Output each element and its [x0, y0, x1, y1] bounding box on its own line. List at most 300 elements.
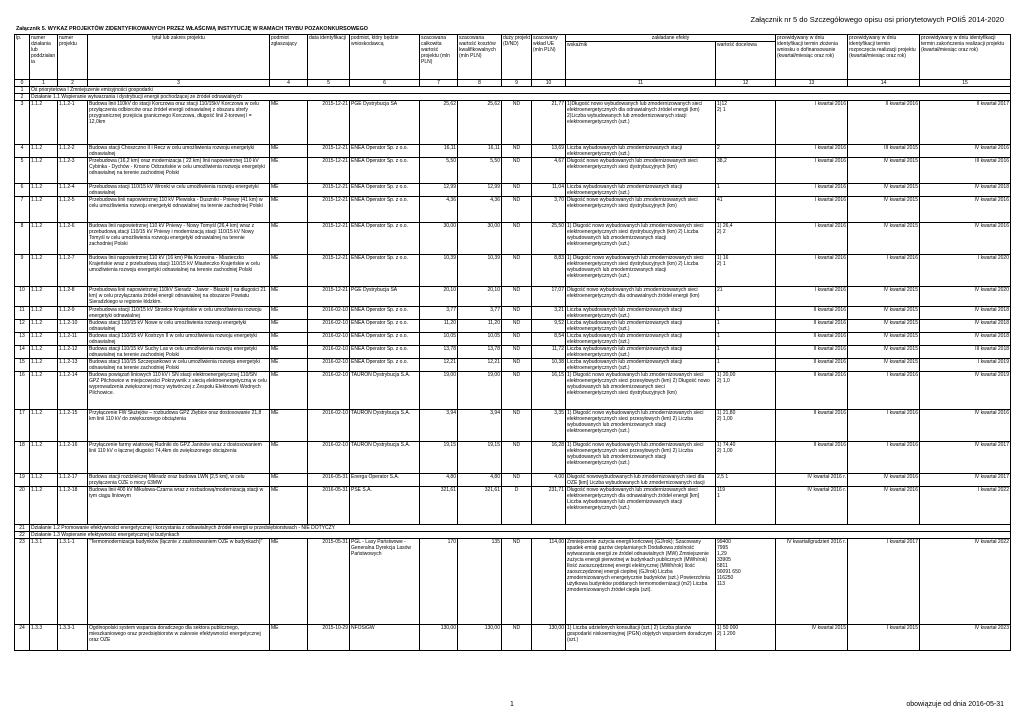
column-number: 8: [458, 80, 502, 87]
row-total-value: 10,39: [420, 255, 458, 287]
row-target: 1) 20,00 2) 1,0: [716, 372, 776, 410]
row-title: Przyłączenie FW Służejów – rozbudowa GPZ Ziębice oraz dostosowanie 21,8 km linii 110 kV do zwiększonego obciążenia: [88, 410, 270, 442]
row-term-application: I kwartał 2016: [776, 145, 848, 158]
section-label: Działanie 1.1 Wspieranie wytwarzania i dystrybucji energii pochodzącej ze źródeł odnawialnych: [30, 94, 1011, 101]
row-lp: 20: [15, 487, 30, 525]
row-target: 1)12 2) 1: [716, 101, 776, 145]
table-row: [15, 307, 1011, 320]
row-eu-contribution: 9,52: [532, 320, 566, 333]
row-date: 2016-02-10: [308, 333, 350, 346]
row-large-project: ND: [502, 539, 532, 625]
row-large-project: ND: [502, 145, 532, 158]
row-lp: 19: [15, 474, 30, 487]
row-total-value: 19,15: [420, 442, 458, 474]
row-eu-contribution: 3,21: [532, 307, 566, 320]
row-target: 1: [716, 184, 776, 197]
col-calk: szacowana całkowita wartość projektu (mln PLN): [420, 35, 458, 80]
column-number: 12: [716, 80, 776, 87]
row-eu-contribution: 3,35: [532, 410, 566, 442]
row-date: 2016-02-10: [308, 372, 350, 410]
table-row: [15, 539, 1011, 625]
row-applicant: Energa Operator S.A.: [350, 474, 420, 487]
row-podmiot-zgl: ME: [270, 197, 308, 223]
row-date: 2016-02-10: [308, 359, 350, 372]
row-lp: 4: [15, 145, 30, 158]
row-podmiot-zgl: ME: [270, 487, 308, 525]
row-large-project: ND: [502, 333, 532, 346]
row-eu-contribution: 4,67: [532, 158, 566, 184]
row-large-project: ND: [502, 346, 532, 359]
table-row: [15, 197, 1011, 223]
row-indicator: Liczba wybudowanych lub zmodernizowanych stacji elektroenergetycznych (szt.): [566, 346, 716, 359]
row-projekt: 1.1.2-5: [58, 197, 88, 223]
row-title: Budowa stacji 110/15 kV Kostrzyn II w celu umożliwienia rozwoju energetyki odnawialnej: [88, 333, 270, 346]
section-row: 2 Działanie 1.1 Wspieranie wytwarzania i dystrybucji energii pochodzącej ze źródeł odnawialnych: [15, 94, 1011, 101]
row-podmiot-zgl: ME: [270, 372, 308, 410]
row-lp: 17: [15, 410, 30, 442]
row-date: 2016-02-10: [308, 307, 350, 320]
section-lp: 22: [15, 532, 30, 539]
row-applicant: ENEA Operator Sp. z o.o.: [350, 223, 420, 255]
row-eu-contribution: 8,83: [532, 255, 566, 287]
row-large-project: ND: [502, 410, 532, 442]
row-date: 2015-12-21: [308, 184, 350, 197]
row-title: Budowa powiązań liniowych 110 kV i SN stacji elektroenergetycznej 110/SN GPZ Pilchowice w miejscowości Pokrzywnik z siecią elektroenergetyczną w celu wyprowadzenia zwiększonej mocy wytwórczej z Zespołu Elektrowni Wodnych Pilchowice.: [88, 372, 270, 410]
row-term-application: II kwartał 2016: [776, 442, 848, 474]
column-number: 9: [502, 80, 532, 87]
row-title: Budowa linii 110kV do stacji Korczowa oraz stacji 110/15kV Korczowa w celu przyłączenia odbiorców oraz źródeł energii odnawialnej z obszaru strefy przygranicznej przejścia granicznego Korczowa, długość linii 2-torowej l = 12,0km: [88, 101, 270, 145]
row-term-end: IV kwartał 2020: [920, 287, 1011, 307]
row-projekt: 1.1.2-11: [58, 333, 88, 346]
row-large-project: ND: [502, 223, 532, 255]
row-podmiot-zgl: ME: [270, 442, 308, 474]
row-term-application: I kwartał 2016: [776, 184, 848, 197]
row-indicator: Liczba wybudowanych lub zmodernizowanych stacji elektroenergetycznych (szt.): [566, 320, 716, 333]
row-term-end: I kwartał 2020: [920, 255, 1011, 287]
col-wklad: szacowany wkład UE (mln PLN): [532, 35, 566, 80]
row-dzialanie: 1.1.2: [30, 487, 58, 525]
row-term-end: IV kwartał 2016: [920, 223, 1011, 255]
table-row: [15, 474, 1011, 487]
table-row: [15, 145, 1011, 158]
col-t2: przewidywany w dniu identyfikacji termin rozpoczęcia realizacji projektu (kwartał/miesiąc oraz rok): [848, 35, 920, 80]
row-large-project: ND: [502, 372, 532, 410]
row-eligible-cost: 3,94: [458, 410, 502, 442]
row-total-value: 4,80: [420, 474, 458, 487]
row-dzialanie: 1.1.2: [30, 184, 58, 197]
row-term-start: IV kwartał 2015: [848, 359, 920, 372]
row-projekt: 1.1.2-9: [58, 307, 88, 320]
row-date: 2015-10-29: [308, 625, 350, 651]
row-indicator: Zmniejszenie zużycia energii końcowej (GJ/rok); Szacowany spadek emisji gazów cieplarnianych Dodatkowa zdolność wytwarzania energii ze źródeł odnawialnych (MW) Zmniejszenie zużycia energii pierwotnej w budynkach publicznych (MWh/rok) Ilość zaoszczędzonej energii elektrycznej (MWh/rok) Ilość zaoszczędzonej energii cieplnej (GJ/rok) Liczba zmodernizowanych energetycznie budynków (szt.) Powierzchnia użytkowa budynków poddanych termomodernizacji (m2) Liczba zmodernizowanych źródeł ciepła (szt).: [566, 539, 716, 625]
row-lp: 6: [15, 184, 30, 197]
row-eu-contribution: 21,77: [532, 101, 566, 145]
row-projekt: 1.1.2-13: [58, 359, 88, 372]
table-row: [15, 372, 1011, 410]
row-lp: 16: [15, 372, 30, 410]
row-date: 2016-02-10: [308, 346, 350, 359]
row-term-start: IV kwartał 2015: [848, 287, 920, 307]
row-term-application: IV kwartał 2016 r.: [776, 474, 848, 487]
row-dzialanie: 1.1.2: [30, 442, 58, 474]
row-term-start: IV kwartał 2015: [848, 333, 920, 346]
row-indicator: 1)Długość nowo wybudowanych lub zmodernizowanych sieci elektroenergetycznych dla odnawialnych źródeł energii (km) 2)Liczba wybudowanych lub zmodernizowanych stacji elektroenergetycznych (szt.): [566, 101, 716, 145]
row-applicant: PGL - Lasy Państwowe - Generalna Dyrekcja Lasów Państwowych: [350, 539, 420, 625]
row-indicator: 1) Długość nowo wybudowanych lub zmodernizowanych sieci elektroenergetycznych sieci dystrybucyjnych (km) 2) Liczba wybudowanych lub zmodernizowanych stacji elektroenergetycznych (szt.): [566, 223, 716, 255]
row-term-start: IV kwartał 2015: [848, 158, 920, 184]
row-term-start: IV kwartał 2016: [848, 487, 920, 525]
row-applicant: ENEA Operator Sp. z o.o.: [350, 333, 420, 346]
row-term-application: I kwartał 2016: [776, 158, 848, 184]
section-row: [15, 525, 1011, 532]
row-term-start: III kwartał 2015: [848, 145, 920, 158]
projects-body: [15, 87, 1011, 651]
row-dzialanie: 1.1.2: [30, 145, 58, 158]
row-term-application: I kwartał 2016: [776, 223, 848, 255]
table-row: [15, 625, 1011, 651]
row-dzialanie: 1.1.2: [30, 372, 58, 410]
row-eligible-cost: 25,62: [458, 101, 502, 145]
col-efekty: zakładane efekty: [566, 35, 776, 42]
col-podmiot-wn: podmiot, który będzie wnioskodawcą: [350, 35, 420, 80]
row-indicator: 1) Długość nowo wybudowanych lub zmodernizowanych sieci elektroenergetycznych sieci dystrybucyjnych (km) 2) Liczba wybudowanych lub zmodernizowanych stacji elektroenergetycznych (szt.): [566, 255, 716, 287]
row-large-project: ND: [502, 307, 532, 320]
row-title: Budowa stacji 110/15 Szczepankowo w celu umożliwienia rozwoju energetyki odnawialnej na terenie zachodniej Polski: [88, 359, 270, 372]
header-row-top: [15, 35, 1011, 42]
row-projekt: 1.1.2-8: [58, 287, 88, 307]
row-title: Przebudowa stacji 110/15 kV Wronki w celu umożliwienia rozwoju energetyki odnawialnej: [88, 184, 270, 197]
column-number: 3: [88, 80, 270, 87]
row-total-value: 130,00: [420, 625, 458, 651]
section-label: Oś priorytetowa I Zmniejszenie emisyjności gospodarki: [30, 87, 1011, 94]
row-projekt: 1.1.2-16: [58, 442, 88, 474]
row-date: 2016-05-31: [308, 474, 350, 487]
row-eu-contribution: 13,69: [532, 145, 566, 158]
row-dzialanie: 1.1.2: [30, 197, 58, 223]
row-term-end: III kwartał 2016: [920, 158, 1011, 184]
table-row: [15, 346, 1011, 359]
row-date: 2015-12-21: [308, 101, 350, 145]
row-eu-contribution: 8,54: [532, 333, 566, 346]
row-term-application: II kwartał 2016: [776, 359, 848, 372]
row-term-application: II kwartał 2016: [776, 410, 848, 442]
row-total-value: 20,10: [420, 287, 458, 307]
row-podmiot-zgl: ME: [270, 539, 308, 625]
row-podmiot-zgl: ME: [270, 320, 308, 333]
row-eligible-cost: 4,80: [458, 474, 502, 487]
row-projekt: 1.3.1-1: [58, 539, 88, 625]
row-large-project: ND: [502, 442, 532, 474]
row-title: Budowa stacji 110/15 kV Suchy Las w celu umożliwienia rozwoju energetyki odnawialnej na terenie zachodniej Polski: [88, 346, 270, 359]
row-term-start: I kwartał 2016: [848, 442, 920, 474]
row-indicator: Liczba wybudowanych lub zmodernizowanych stacji elektroenergetycznych (szt.): [566, 145, 716, 158]
row-term-end: IV kwartał 2016: [920, 410, 1011, 442]
row-eligible-cost: 321,61: [458, 487, 502, 525]
row-lp: 8: [15, 223, 30, 255]
row-large-project: ND: [502, 625, 532, 651]
row-dzialanie: 1.1.2: [30, 359, 58, 372]
row-indicator: 1) Długość nowo wybudowanych lub zmodernizowanych sieci elektroenergetycznych sieci przesyłowych (km) 2) Liczba wybudowanych lub zmodernizowanych stacji elektroenergetycznych (szt.): [566, 410, 716, 442]
col-podmiot-zgl: podmiot zgłaszający: [270, 35, 308, 80]
row-eligible-cost: 16,11: [458, 145, 502, 158]
row-indicator: Długość nowo wybudowanych lub zmodernizowanych sieci elektroenergetycznych sieci dystrybucyjnych (km): [566, 158, 716, 184]
row-lp: 24: [15, 625, 30, 651]
row-lp: 14: [15, 346, 30, 359]
row-eligible-cost: 12,99: [458, 184, 502, 197]
row-applicant: ENEA Operator Sp. z o.o.: [350, 197, 420, 223]
row-applicant: NFOŚiGW: [350, 625, 420, 651]
row-eu-contribution: 130,00: [532, 625, 566, 651]
row-term-end: IV kwartał 2018: [920, 307, 1011, 320]
col-lp: lp.: [15, 35, 30, 80]
col-data: data identyfikacji: [308, 35, 350, 80]
table-row: [15, 359, 1011, 372]
row-date: 2015-12-21: [308, 197, 350, 223]
table-row: [15, 223, 1011, 255]
row-term-application: I kwartał 2016: [776, 287, 848, 307]
row-projekt: 1.1.2-14: [58, 372, 88, 410]
validity-date: obowiązuje od dnia 2016-05-31: [906, 701, 1004, 708]
col-t1: przewidywany w dniu identyfikacji termin złożenia wniosku o dofinansowanie (kwartał/miesiąc oraz rok): [776, 35, 848, 80]
row-lp: 15: [15, 359, 30, 372]
row-dzialanie: 1.3.1: [30, 539, 58, 625]
row-projekt: 1.1.2-15: [58, 410, 88, 442]
row-term-application: I kwartał 2016: [776, 101, 848, 145]
row-dzialanie: 1.1.2: [30, 410, 58, 442]
row-title: Przebudowa linii napowietrznej 110 kV Plewiska - Duszniki - Pniewy (41 km) w celu umożliwienia rozwoju energetyki odnawialnej na terenie zachodniej Polski: [88, 197, 270, 223]
col-docelowa: wartość docelowa: [716, 42, 776, 80]
row-applicant: ENEA Operator Sp. z o.o.: [350, 255, 420, 287]
row-target: 1: [716, 307, 776, 320]
row-applicant: PGE Dystrybucja SA: [350, 287, 420, 307]
column-number: 10: [532, 80, 566, 87]
row-lp: 9: [15, 255, 30, 287]
row-dzialanie: 1.3.3: [30, 625, 58, 651]
row-podmiot-zgl: ME: [270, 287, 308, 307]
col-t3: przewidywany w dniu identyfikacji termin zakończenia realizacji projektu (kwartał/miesiąc oraz rok): [920, 35, 1011, 80]
row-large-project: ND: [502, 197, 532, 223]
table-row: [15, 442, 1011, 474]
row-term-start: IV kwartał 2015: [848, 320, 920, 333]
row-applicant: TAURON Dystrybucja S.A.: [350, 410, 420, 442]
section-lp: 21: [15, 525, 30, 532]
row-eligible-cost: 19,00: [458, 372, 502, 410]
row-total-value: 5,50: [420, 158, 458, 184]
row-podmiot-zgl: ME: [270, 359, 308, 372]
row-applicant: TAURON Dystrybucja S.A.: [350, 442, 420, 474]
row-term-end: IV kwartał 2018: [920, 333, 1011, 346]
column-number: 4: [270, 80, 308, 87]
row-term-end: IV kwartał 2017: [920, 474, 1011, 487]
row-large-project: ND: [502, 184, 532, 197]
row-podmiot-zgl: ME: [270, 307, 308, 320]
row-total-value: 4,36: [420, 197, 458, 223]
row-term-start: IV kwartał 2015: [848, 184, 920, 197]
row-target: 1: [716, 320, 776, 333]
row-term-application: II kwartał 2016: [776, 333, 848, 346]
table-row: [15, 487, 1011, 525]
row-projekt: 1.3.3-1: [58, 625, 88, 651]
row-target: 1: [716, 346, 776, 359]
table-row: [15, 333, 1011, 346]
row-indicator: Długość nowo wybudowanych lub zmodernizowanych sieci elektroenergetycznych sieci dystrybucyjnych (km): [566, 197, 716, 223]
row-date: 2015-12-21: [308, 145, 350, 158]
row-eligible-cost: 13,78: [458, 346, 502, 359]
row-eu-contribution: 3,70: [532, 197, 566, 223]
row-lp: 10: [15, 287, 30, 307]
row-projekt: 1.1.2-2: [58, 145, 88, 158]
row-eligible-cost: 3,77: [458, 307, 502, 320]
row-projekt: 1.1.2-10: [58, 320, 88, 333]
row-term-end: IV kwartał 2018: [920, 184, 1011, 197]
row-title: Budowa linii napowietrznej 110 kV Pniewy - Nowy Tomyśl (26,4 km) wraz z przebudową stacji 110/15 kV Pniewy i modernizacją stacji 110/15 kV Nowy Tomyśl w celu umożliwienia rozwoju energetyki odnawialnej na terenie zachodniej Polski: [88, 223, 270, 255]
row-applicant: ENEA Operator Sp. z o.o.: [350, 307, 420, 320]
row-term-start: I kwartał 2017: [848, 539, 920, 625]
row-term-application: IV kwartał/grudzień 2016 r.: [776, 539, 848, 625]
column-number: 1: [30, 80, 58, 87]
row-date: 2015-12-21: [308, 255, 350, 287]
row-term-start: II kwartał 2016: [848, 101, 920, 145]
row-title: Ogólnopolski system wsparcia doradczego dla sektora publicznego, mieszkaniowego oraz przedsiębiorstw w zakresie efektywności energetycznej oraz OZE: [88, 625, 270, 651]
row-applicant: ENEA Operator Sp. z o.o.: [350, 158, 420, 184]
row-term-start: I kwartał 2016: [848, 410, 920, 442]
row-podmiot-zgl: ME: [270, 474, 308, 487]
row-target: 2: [716, 145, 776, 158]
column-number: 15: [920, 80, 1011, 87]
row-title: Przebudowa (16,2 km) oraz modernizacja ( 22 km) linii napowietrznej 110 kV Cybinka - Dychów - Krosno Odrzańskie w celu umożliwienia rozwoju energetyki odnawialnej na terenie zachodniej Polski: [88, 158, 270, 184]
row-indicator: 1) Długość nowo wybudowanych lub zmodernizowanych sieci elektroenergetycznych sieci przesyłowych (km) 2) Długość nowo wybudowanych lub zmodernizowanych sieci elektroenergetycznych sieci dystrybucyjnych (km): [566, 372, 716, 410]
row-applicant: ENEA Operator Sp. z o.o.: [350, 320, 420, 333]
row-date: 2016-02-10: [308, 442, 350, 474]
row-total-value: 10,05: [420, 333, 458, 346]
section-label: Działanie 1.2 Promowanie efektywności energetycznej i korzystania z odnawialnych źródeł energii w przedsiębiorstwach - NIE DOTYCZY: [30, 525, 1011, 532]
column-number: 7: [420, 80, 458, 87]
row-eligible-cost: 4,36: [458, 197, 502, 223]
row-term-end: I kwartał 2022: [920, 487, 1011, 525]
row-lp: 11: [15, 307, 30, 320]
row-projekt: 1.1.2-12: [58, 346, 88, 359]
row-date: 2015-12-21: [308, 158, 350, 184]
col-dzialanie: numer działania lub poddziałania: [30, 35, 58, 80]
table-row: [15, 320, 1011, 333]
row-podmiot-zgl: ME: [270, 410, 308, 442]
row-target: 1) 74,40 2) 1,00: [716, 442, 776, 474]
row-target: 1: [716, 333, 776, 346]
row-term-end: IV kwartał 2016: [920, 145, 1011, 158]
row-title: Budowa linii 400 kV Mikułowa-Czarna wraz z rozbudową/modernizacją stacji w tym ciągu liniowym: [88, 487, 270, 525]
row-target: 2,5 1: [716, 474, 776, 487]
row-term-application: II kwartał 2016: [776, 372, 848, 410]
row-title: Budowa linii napowietrznej 110 kV (16 km) Piła Krzewina - Miasteczko Krajeńskie wraz z przebudową stacji 110/15 kV Miasteczko Krajeńskie w celu umożliwienia rozwoju energetyki odnawialnej na terenie zachodniej Polski: [88, 255, 270, 287]
col-projekt: numer projektu: [58, 35, 88, 80]
row-eligible-cost: 12,21: [458, 359, 502, 372]
row-large-project: ND: [502, 320, 532, 333]
row-lp: 13: [15, 333, 30, 346]
row-podmiot-zgl: ME: [270, 158, 308, 184]
column-number: 13: [776, 80, 848, 87]
page-number: 1: [510, 701, 514, 708]
row-term-start: IV kwartał 2015: [848, 346, 920, 359]
projects-table: [14, 34, 1011, 651]
row-eu-contribution: 114,00: [532, 539, 566, 625]
column-number: 0: [15, 80, 30, 87]
row-lp: 7: [15, 197, 30, 223]
row-dzialanie: 1.1.2: [30, 333, 58, 346]
row-date: 2015-05-31: [308, 539, 350, 625]
row-eu-contribution: 16,15: [532, 372, 566, 410]
row-target: 38,2: [716, 158, 776, 184]
row-total-value: 30,00: [420, 223, 458, 255]
row-dzialanie: 1.1.2: [30, 287, 58, 307]
row-term-end: II kwartał 2017: [920, 101, 1011, 145]
row-term-start: IV kwartał 2015: [848, 197, 920, 223]
column-number: 14: [848, 80, 920, 87]
row-total-value: 25,62: [420, 101, 458, 145]
row-total-value: 12,99: [420, 184, 458, 197]
row-applicant: PSE S.A.: [350, 487, 420, 525]
row-target: 21: [716, 287, 776, 307]
row-podmiot-zgl: ME: [270, 346, 308, 359]
row-lp: 23: [15, 539, 30, 625]
section-row: 1 Oś priorytetowa I Zmniejszenie emisyjności gospodarki: [15, 87, 1011, 94]
row-total-value: 3,77: [420, 307, 458, 320]
row-eu-contribution: 4,00: [532, 474, 566, 487]
row-term-application: I kwartał 2016: [776, 255, 848, 287]
row-eligible-cost: 10,05: [458, 333, 502, 346]
row-indicator: 1) Długość nowo wybudowanych lub zmodernizowanych sieci elektroenergetycznych sieci przesyłowych (km) 2) Liczba wybudowanych lub zmodernizowanych stacji elektroenergetycznych (szt.): [566, 442, 716, 474]
row-eu-contribution: 11,04: [532, 184, 566, 197]
row-applicant: ENEA Operator Sp. z o.o.: [350, 359, 420, 372]
row-term-start: I kwartał 2015: [848, 625, 920, 651]
row-eu-contribution: 16,28: [532, 442, 566, 474]
row-dzialanie: 1.1.2: [30, 320, 58, 333]
row-dzialanie: 1.1.2: [30, 474, 58, 487]
row-date: 2015-12-21: [308, 223, 350, 255]
row-podmiot-zgl: ME: [270, 625, 308, 651]
row-target: 1) 16 2) 1: [716, 255, 776, 287]
row-title: Budowa stacji rozdzielczej Mikradz oraz budowa LWN [2,5 km], w celu przyłączenia OZE o mocy 63MW: [88, 474, 270, 487]
row-term-start: I kwartał 2016: [848, 255, 920, 287]
column-number: 6: [350, 80, 420, 87]
row-term-application: IV kwartał 2015: [776, 625, 848, 651]
row-target: 1) 26,4 2) 2: [716, 223, 776, 255]
row-total-value: 11,20: [420, 320, 458, 333]
row-eligible-cost: 135: [458, 539, 502, 625]
row-podmiot-zgl: ME: [270, 145, 308, 158]
row-title: "Termomodernizacja budynków (łącznie z zastosowaniem OZE w budynkach)": [88, 539, 270, 625]
row-date: 2015-12-21: [308, 287, 350, 307]
row-large-project: ND: [502, 474, 532, 487]
row-date: 2016-02-10: [308, 410, 350, 442]
table-row: [15, 410, 1011, 442]
row-eligible-cost: 30,00: [458, 223, 502, 255]
column-number-row: [15, 80, 1011, 87]
row-eu-contribution: 231,71: [532, 487, 566, 525]
row-lp: 5: [15, 158, 30, 184]
row-target: 1: [716, 359, 776, 372]
col-duzy: duży projekt (D/ND): [502, 35, 532, 80]
col-kwal: szacowana wartość kosztów kwalifikowalnych (mln PLN): [458, 35, 502, 80]
row-indicator: Długość nowowybudowanych lub zmodernizowanych sieci dla OZE [km] Liczba wybudowanych lub zmodernizowanych stacji: [566, 474, 716, 487]
row-target: 1) 21,80 2) 1,00: [716, 410, 776, 442]
table-row: [15, 255, 1011, 287]
row-term-end: IV kwartał 2018: [920, 320, 1011, 333]
row-total-value: 170: [420, 539, 458, 625]
row-lp: 18: [15, 442, 30, 474]
row-total-value: 16,11: [420, 145, 458, 158]
row-total-value: 12,21: [420, 359, 458, 372]
row-lp: 12: [15, 320, 30, 333]
